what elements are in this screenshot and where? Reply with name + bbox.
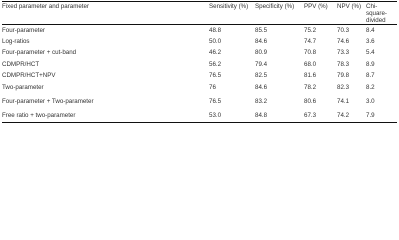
cell-npv: 70.3 — [337, 26, 350, 34]
cell-sensitivity: 50.0 — [209, 37, 222, 45]
cell-chisquare: 8.2 — [366, 83, 375, 91]
cell-npv: 82.3 — [337, 83, 350, 91]
cell-chisquare: 8.9 — [366, 60, 375, 68]
header-row — [2, 2, 397, 25]
cell-sensitivity: 76 — [209, 83, 216, 91]
table-row — [2, 59, 397, 71]
results-table — [2, 1, 397, 123]
table-row — [2, 82, 397, 94]
row-label: CDMPR/HCT — [2, 60, 40, 68]
table-body — [2, 25, 397, 123]
cell-specificity: 80.9 — [255, 49, 268, 57]
header-chisquare: Chi-square-divided — [366, 2, 397, 25]
cell-specificity: 84.8 — [255, 111, 304, 123]
header-sensitivity: Sensitivity (%) — [209, 2, 255, 25]
cell-sensitivity: 76.5 — [209, 72, 222, 80]
cell-sensitivity: 76.5 — [209, 98, 222, 106]
table-row — [2, 71, 397, 83]
table-row — [2, 36, 397, 48]
table-row — [2, 111, 397, 123]
cell-ppv: 80.6 — [304, 98, 317, 106]
cell-specificity: 85.5 — [255, 26, 268, 34]
cell-specificity: 82.5 — [255, 72, 268, 80]
cell-ppv: 68.0 — [304, 60, 317, 68]
table-row — [2, 25, 397, 37]
row-label: Two-parameter — [2, 83, 44, 91]
cell-sensitivity: 46.2 — [209, 49, 222, 57]
cell-chisquare: 8.4 — [366, 26, 375, 34]
cell-chisquare: 7.9 — [366, 111, 397, 123]
cell-npv: 79.8 — [337, 72, 350, 80]
cell-chisquare: 5.4 — [366, 49, 375, 57]
cell-sensitivity: 53.0 — [209, 111, 255, 123]
row-label: Log-ratios — [2, 37, 30, 45]
cell-ppv: 75.2 — [304, 26, 317, 34]
header-label: Fixed parameter and parameter — [2, 2, 209, 25]
cell-chisquare: 3.6 — [366, 37, 375, 45]
row-label: Four-parameter + Two-parameter — [2, 98, 94, 106]
cell-sensitivity: 48.8 — [209, 26, 222, 34]
cell-chisquare: 3.0 — [366, 98, 375, 106]
cell-ppv: 78.2 — [304, 83, 317, 91]
cell-specificity: 84.6 — [255, 83, 268, 91]
cell-ppv: 74.7 — [304, 37, 317, 45]
cell-chisquare: 8.7 — [366, 72, 375, 80]
cell-npv: 73.3 — [337, 49, 350, 57]
row-label: CDMPR/HCT+NPV — [2, 72, 56, 80]
cell-npv: 74.6 — [337, 37, 350, 45]
cell-ppv: 67.3 — [304, 111, 337, 123]
cell-sensitivity: 56.2 — [209, 60, 222, 68]
cell-ppv: 81.6 — [304, 72, 317, 80]
row-label: Four-parameter + cut-band — [2, 49, 77, 57]
table-row — [2, 94, 397, 111]
cell-npv: 74.2 — [337, 111, 366, 123]
header-npv: NPV (%) — [337, 2, 366, 25]
table-header — [2, 2, 397, 25]
header-ppv: PPV (%) — [304, 2, 337, 25]
cell-npv: 74.1 — [337, 98, 350, 106]
row-label: Free ratio + two-parameter — [2, 111, 209, 123]
cell-ppv: 70.8 — [304, 49, 317, 57]
cell-specificity: 84.6 — [255, 37, 268, 45]
cell-npv: 78.3 — [337, 60, 350, 68]
header-specificity: Specificity (%) — [255, 2, 304, 25]
cell-specificity: 83.2 — [255, 98, 268, 106]
cell-specificity: 79.4 — [255, 60, 268, 68]
table-row — [2, 48, 397, 60]
row-label: Four-parameter — [2, 26, 45, 34]
